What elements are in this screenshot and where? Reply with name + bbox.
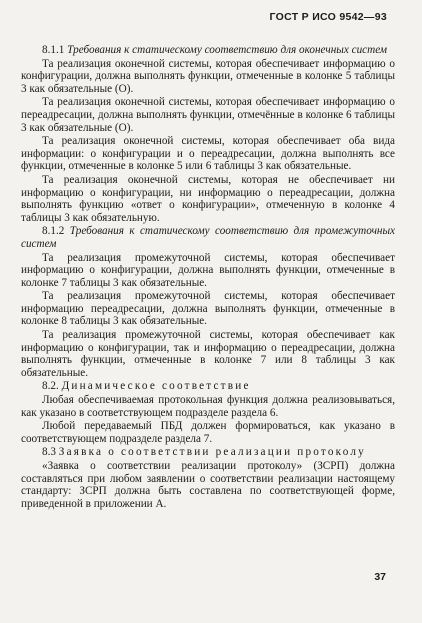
clause-heading-8-1-1 xyxy=(21,44,395,57)
paragraph: Та реализация промежуточной системы, которая обеспечивает как информацию о конфигурации, так и информацию о переадресации, должна выполнять функции, отмеченные в колонке 7 или 8 таблицы 3 как обязательные. xyxy=(21,329,395,379)
paragraph: Та реализация промежуточной системы, которая обеспечивает информацию переадресации, должна выполнять функции, отмеченные в колонке 8 таблицы 3 как обязательные. xyxy=(21,290,395,328)
paragraph: Та реализация оконечной системы, которая обеспечивает информацию о конфигурации, должна выполнять функции, отмеченные в колонке 5 таблицы 3 как обязательные (О). xyxy=(21,57,395,95)
clause-number: 8.1.2 xyxy=(42,225,65,238)
paragraph: «Заявка о соответствии реализации протоколу» (ЗСРП) должна составляться при любом заявлении о соответствии реализации настоящему стандарту: ЗСРП должна быть составлена по соответствующей форме, приведенной в приложении А. xyxy=(21,460,395,510)
clause-title: Требования к статическому соответствию для оконечных систем xyxy=(67,44,388,56)
clause-number: 8.2. xyxy=(42,380,59,393)
paragraph: Любой передаваемый ПБД должен формироваться, как указано в соответствующем подразделе раздела 7. xyxy=(21,420,395,445)
page-number: 37 xyxy=(374,571,386,583)
standard-header: ГОСТ Р ИСО 9542—93 xyxy=(269,11,387,23)
clause-number: 8.1.1 xyxy=(42,44,65,56)
clause-title: Заявка о соответствии реализации протоколу xyxy=(58,446,366,459)
clause-title: Динамическое соответствие xyxy=(61,380,251,393)
paragraph: Та реализация оконечной системы, которая обеспечивает информацию о переадресации, должна выполнять функции, отмечённые в колонке 6 таблицы 3 как обязательные (О). xyxy=(21,96,395,134)
clause-number: 8.3 xyxy=(42,446,56,459)
paragraph: Та реализация оконечной системы, которая обеспечивает оба вида информации: о конфигурации и о переадресации, должна выполнять все функции, отмеченные в колонке 5 или 6 таблицы 3 как обязательные. xyxy=(21,135,395,173)
paragraph: Та реализация промежуточной системы, которая обеспечивает информацию о конфигурации, должна выполнять функции, отмеченные в колонке 7 таблицы 3 как обязательные. xyxy=(21,251,395,289)
paragraph: Та реализация оконечной системы, которая не обеспечивает ни информацию о конфигурации, ни информацию о переадресации, должна выполнять функцию «ответ о конфигурации», отмеченную в колонке 4 таблицы 3 как обязательную. xyxy=(21,173,395,224)
document-body xyxy=(21,44,395,510)
clause-heading-8-1-2 xyxy=(21,225,395,250)
clause-title: Требования к статическому соответствию для промежуточных систем xyxy=(21,225,395,250)
paragraph: Любая обеспечиваемая протокольная функция должна реализовываться, как указано в соответствующем подразделе раздела 6. xyxy=(21,394,395,419)
clause-heading-8-3 xyxy=(21,446,395,459)
clause-heading-8-2 xyxy=(21,380,395,393)
